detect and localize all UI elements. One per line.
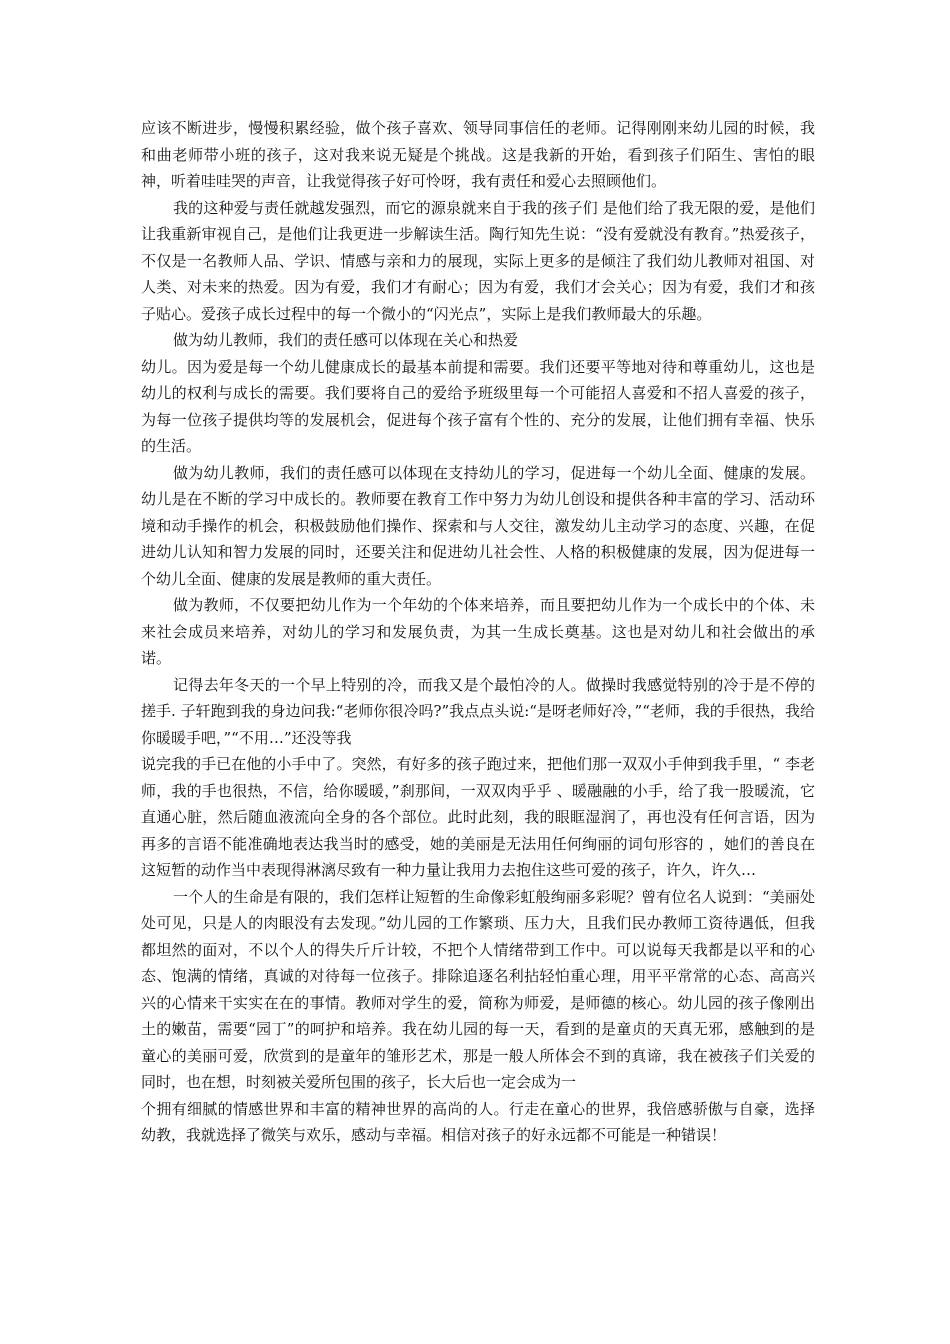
paragraph: 做为教师，不仅要把幼儿作为一个年幼的个体来培养，而且要把幼儿作为一个成长中的个体、未来社会成员来培养，对幼儿的学习和发展负责，为其一生成长奠基。这也是对幼儿和社会做出的承诺。 <box>141 596 815 667</box>
paragraph: 记得去年冬天的一个早上特别的冷，而我又是个最怕冷的人。做操时我感觉特别的冷于是不停的搓手. 子轩跑到我的身边问我:“老师你很冷吗?”我点点头说:“是呀老师好冷，”“老师，我的手很热，我给你暖暖手吧，”“不用…”还没等我 <box>141 675 815 747</box>
paragraph: 一个人的生命是有限的，我们怎样让短暂的生命像彩虹般绚丽多彩呢？曾有位名人说到：“美丽处处可见，只是人的肉眼没有去发现。”幼儿园的工作繁琐、压力大，且我们民办教师工资待遇低，但我都坦然的面对，不以个人的得失斤斤计较，不把个人情绪带到工作中。可以说每天我都是以平和的心态、饱满的情绪，真诚的对待每一位孩子。排除追逐名利拈轻怕重心理，用平平常常的心态、高高兴兴的心情来干实实在在的事情。教师对学生的爱，简称为师爱，是师德的核心。幼儿园的孩子像刚出土的嫩苗，需要“园丁”的呵护和培养。我在幼儿园的每一天，看到的是童贞的天真无邪，感触到的是童心的美丽可爱，欣赏到的是童年的雏形艺术，那是一般人所体会不到的真谛，我在被孩子们关爱的同时，也在想，时刻被关爱所包围的孩子，长大后也一定会成为一 <box>141 887 815 1091</box>
paragraph: 做为幼儿教师，我们的责任感可以体现在支持幼儿的学习，促进每一个幼儿全面、健康的发展。幼儿是在不断的学习中成长的。教师要在教育工作中努力为幼儿创设和提供各种丰富的学习、活动环境和动手操作的机会，积极鼓励他们操作、探索和与人交往，激发幼儿主动学习的态度、兴趣，在促进幼儿认知和智力发展的同时，还要关注和促进幼儿社会性、人格的积极健康的发展，因为促进每一个幼儿全面、健康的发展是教师的重大责任。 <box>141 463 815 588</box>
document-body <box>141 115 815 1149</box>
paragraph: 幼儿。因为爱是每一个幼儿健康成长的最基本前提和需要。我们还要平等地对待和尊重幼儿，这也是幼儿的权利与成长的需要。我们要将自己的爱给予班级里每一个可能招人喜爱和不招人喜爱的孩子，为每一位孩子提供均等的发展机会，促进每个孩子富有个性的、充分的发展，让他们拥有幸福、快乐的生活。 <box>141 357 815 455</box>
paragraph: 做为幼儿教师，我们的责任感可以体现在关心和热爱 <box>173 331 519 349</box>
paragraph: 说完我的手已在他的小手中了。突然，有好多的孩子跑过来，把他们那一双双小手伸到我手里，“ 李老师，我的手也很热，不信，给你暖暖，”刹那间，一双双肉乎乎 、暖融融的小手，给了我一股暖流，它直通心脏，然后随血液流向全身的各个部位。此时此刻，我的眼眶湿润了，再也没有任何言语，因为再多的言语不能准确地表达我当时的感受，她的美丽是无法用任何绚丽的词句形容的 ，她们的善良在这短暂的动作当中表现得淋漓尽致有一种力量让我用力去抱住这些可爱的孩子，许久，许久… <box>141 755 815 879</box>
paragraph: 我的这种爱与责任就越发强烈，而它的源泉就来自于我的孩子们 是他们给了我无限的爱，是他们让我重新审视自己，是他们让我更进一步解读生活。陶行知先生说：“没有爱就没有教育。”热爱孩子，不仅是一名教师人品、学识、情感与亲和力的展现，实际上更多的是倾注了我们幼儿教师对祖国、对人类、对未来的热爱。因为有爱，我们才有耐心；因为有爱，我们才会关心；因为有爱，我们才和孩子贴心。爱孩子成长过程中的每一个微小的“闪光点”，实际上是我们教师最大的乐趣。 <box>141 198 815 323</box>
paragraph: 应该不断进步，慢慢积累经验，做个孩子喜欢、领导同事信任的老师。记得刚刚来幼儿园的时候，我和曲老师带小班的孩子，这对我来说无疑是个挑战。这是我新的开始，看到孩子们陌生、害怕的眼神，听着哇哇哭的声音，让我觉得孩子好可怜呀，我有责任和爱心去照顾他们。 <box>141 119 815 190</box>
paragraph: 个拥有细腻的情感世界和丰富的精神世界的高尚的人。行走在童心的世界，我倍感骄傲与自豪，选择幼教，我就选择了微笑与欢乐，感动与幸福。相信对孩子的好永远都不可能是一种错误！ <box>141 1099 815 1144</box>
